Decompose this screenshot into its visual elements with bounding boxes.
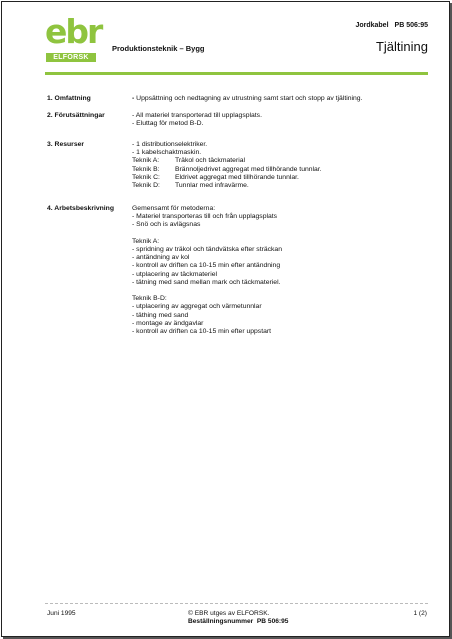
list-item: - All materiel transporterad till upplagsplats. — [132, 112, 262, 119]
technique-key: Teknik B: — [132, 165, 160, 173]
footer-divider — [45, 603, 428, 604]
technique-desc: Brännoljedrivet aggregat med tillhörande tunnlar. — [175, 165, 322, 173]
list-item: - antändning av kol — [132, 254, 190, 262]
list-item: - Materiel transporteras till och från upplagsplats — [132, 213, 278, 221]
section-text: Uppsättning och nedtagning av utrustning samt start och stopp av tjältining. — [134, 95, 363, 102]
doc-category: Jordkabel — [355, 22, 389, 29]
logo-wordmark: ebr — [45, 12, 102, 51]
subsection-title: Teknik A: — [132, 237, 160, 245]
technique-row — [132, 157, 432, 165]
page-number: 1 (2) — [413, 610, 427, 617]
section-heading: 4. Arbetsbeskrivning — [47, 205, 114, 212]
list-item: - montage av ändgavlar — [132, 319, 204, 327]
department-label: Produktionsteknik – Bygg — [112, 44, 205, 53]
list-item: - spridning av träkol och tändvätska efter sträckan — [132, 246, 282, 253]
section-body — [132, 141, 432, 190]
order-code: PB 506:95 — [256, 618, 289, 625]
list-item: - kontroll av driften ca 10-15 min efter antändning — [132, 262, 281, 270]
section-body — [132, 112, 432, 128]
ebr-logo — [45, 12, 102, 62]
footer-date: Juni 1995 — [47, 610, 76, 617]
document-title: Tjältining — [375, 39, 428, 54]
list-item: - täthing med sand — [132, 311, 189, 319]
list-item: - 1 distributionselektriker. — [132, 141, 208, 148]
list-item: - utplacering av täckmateriel — [132, 270, 217, 278]
doc-code: PB 506:95 — [394, 22, 428, 29]
technique-desc: Träkol och täckmaterial — [175, 157, 246, 165]
header-divider — [45, 72, 428, 75]
order-label: Beställningsnummer — [188, 618, 254, 625]
technique-key: Teknik A: — [132, 157, 160, 165]
list-item: - 1 kabelschaktmaskin. — [132, 149, 202, 157]
technique-row — [132, 182, 432, 190]
list-item: - Snö och is avlägsnas — [132, 221, 201, 229]
footer-publisher-block — [188, 610, 288, 626]
section-body — [132, 205, 432, 336]
section-body — [132, 95, 432, 103]
document-reference — [355, 22, 428, 29]
list-item: - Eluttag för metod B-D. — [132, 120, 204, 128]
subsection-title: Teknik B-D: — [132, 295, 167, 303]
section-heading: 3. Resurser — [47, 141, 85, 148]
list-item: - utplacering av aggregat och värmetunnlar — [132, 303, 262, 311]
footer-publisher: © EBR utges av ELFORSK. — [188, 610, 270, 617]
logo-subtext: ELFORSK — [46, 53, 96, 62]
section-heading: 2. Förutsättningar — [47, 112, 105, 119]
subsection-title: Gemensamt för metoderna: — [132, 205, 216, 212]
document-page — [1, 1, 450, 637]
technique-key: Teknik C: — [132, 173, 160, 181]
list-item: - tätning med sand mellan mark och täckmateriel. — [132, 278, 281, 286]
dash-marker: - — [132, 95, 135, 102]
section-heading: 1. Omfattning — [47, 95, 91, 102]
list-item: - kontroll av driften ca 10-15 min efter uppstart — [132, 328, 272, 336]
technique-key: Teknik D: — [132, 182, 160, 190]
technique-desc: Eldrivet aggregat med tillhörande tunnlar. — [175, 173, 299, 181]
technique-row — [132, 174, 432, 182]
technique-desc: Tunnlar med infravärme. — [175, 182, 249, 190]
footer-order-number — [188, 618, 288, 626]
technique-row — [132, 166, 432, 174]
